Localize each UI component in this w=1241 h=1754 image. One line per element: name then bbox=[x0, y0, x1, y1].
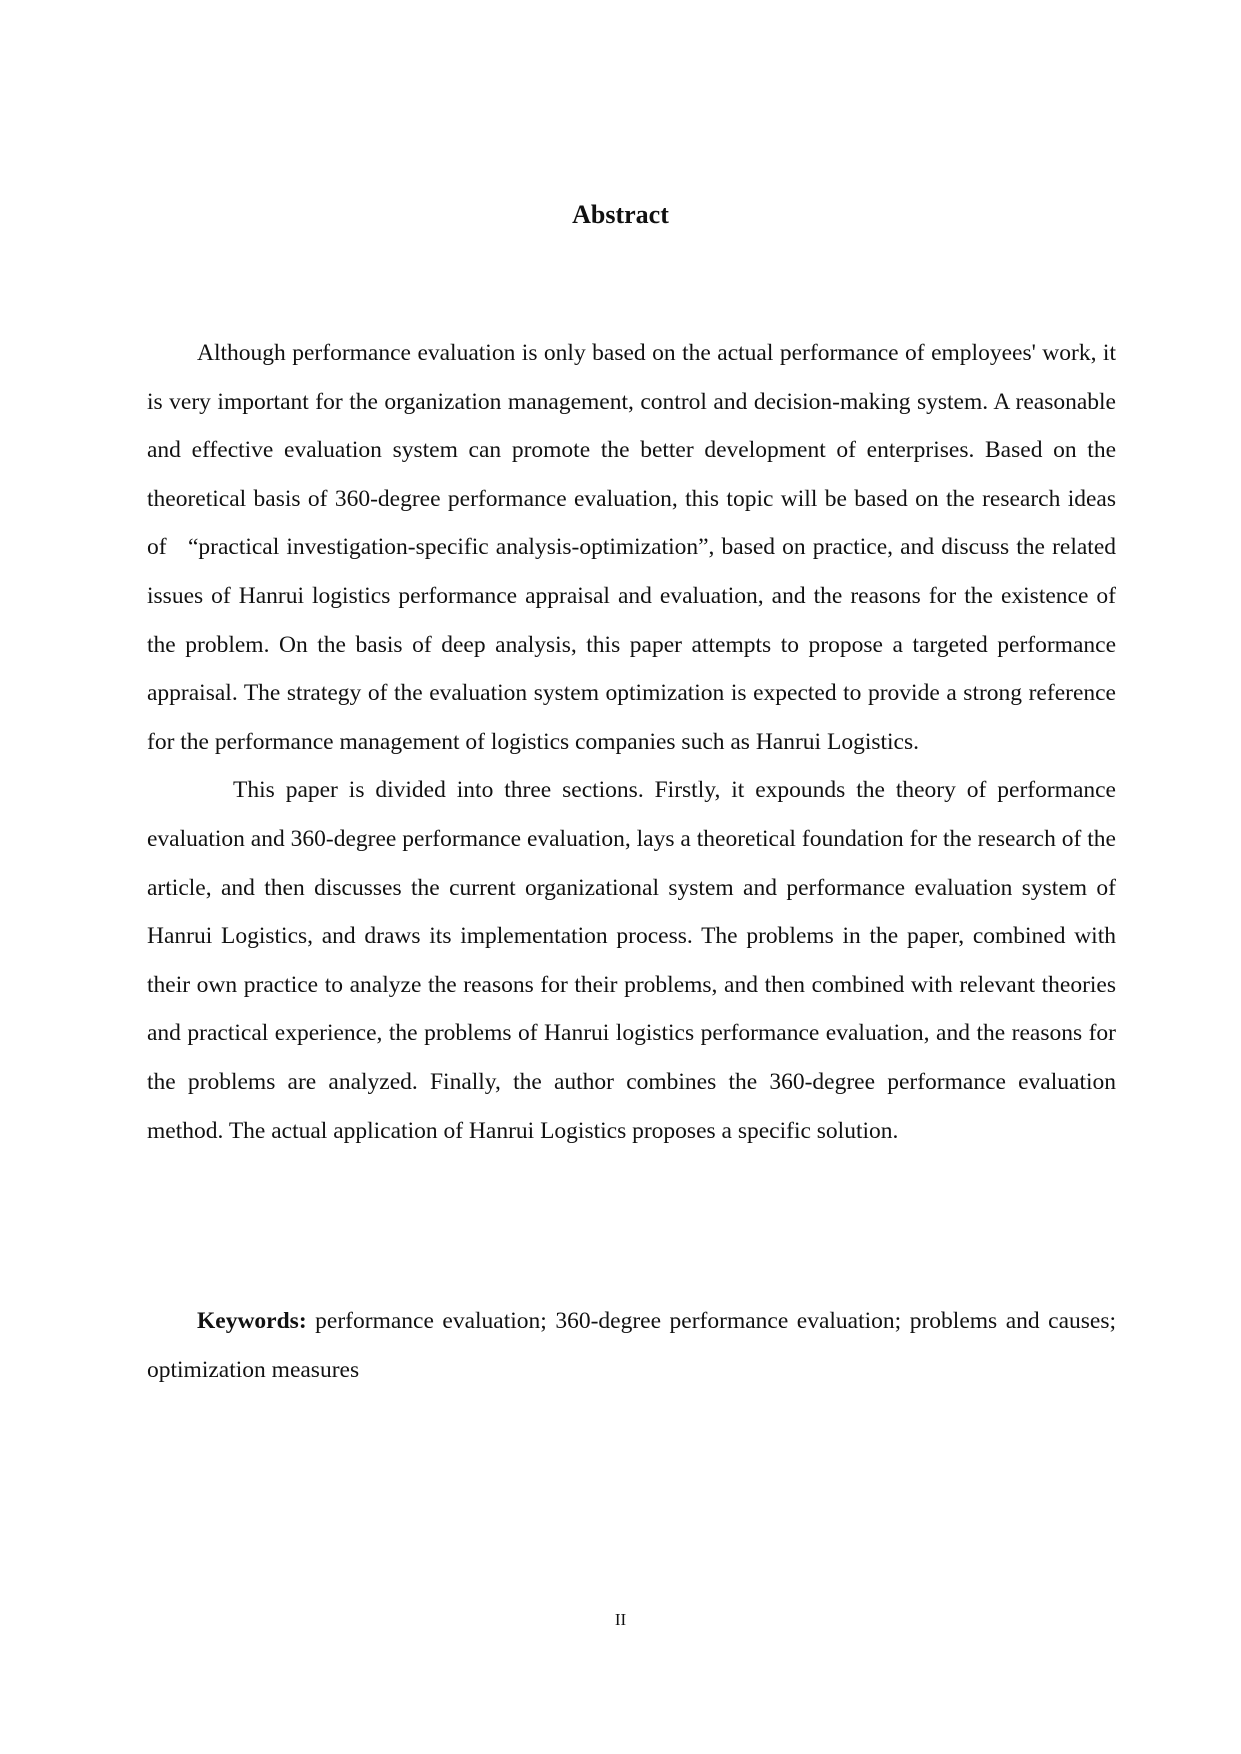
keywords-label: Keywords: bbox=[197, 1308, 307, 1334]
abstract-body bbox=[147, 329, 1116, 1155]
keywords-section bbox=[147, 1297, 1116, 1394]
abstract-paragraph-2: This paper is divided into three sections. Firstly, it expounds the theory of performance evaluation and 360-degree performance evaluation, lays a theoretical foundation for the research of the article, and then discusses the current organizational system and performance evaluation system of Hanrui Logistics, and draws its implementation process. The problems in the paper, combined with their own practice to analyze the reasons for their problems, and then combined with relevant theories and practical experience, the problems of Hanrui logistics performance evaluation, and the reasons for the problems are analyzed. Finally, the author combines the 360-degree performance evaluation method. The actual application of Hanrui Logistics proposes a specific solution. bbox=[147, 777, 1116, 1144]
abstract-title: Abstract bbox=[572, 200, 669, 229]
keywords-text: performance evaluation; 360-degree performance evaluation; problems and causes; optimization measures bbox=[147, 1308, 1116, 1383]
abstract-paragraph-1: Although performance evaluation is only based on the actual performance of employees' work, it is very important for the organization management, control and decision-making system. A reasonable and effective evaluation system can promote the better development of enterprises. Based on the theoretical basis of 360-degree performance evaluation, this topic will be based on the research ideas of “practical investigation-specific analysis-optimization”, based on practice, and discuss the related issues of Hanrui logistics performance appraisal and evaluation, and the reasons for the existence of the problem. On the basis of deep analysis, this paper attempts to propose a targeted performance appraisal. The strategy of the evaluation system optimization is expected to provide a strong reference for the performance management of logistics companies such as Hanrui Logistics. bbox=[147, 340, 1116, 755]
page-number: II bbox=[614, 1610, 627, 1629]
